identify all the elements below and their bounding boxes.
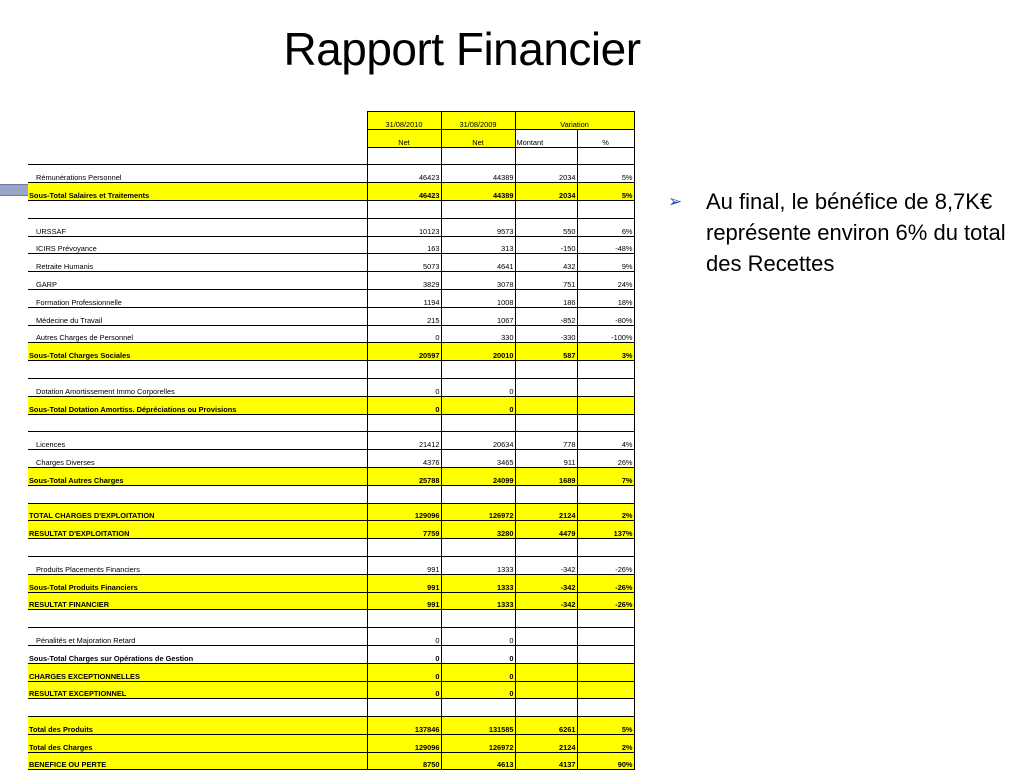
value-pct: 137% — [577, 521, 634, 539]
value-montant — [515, 610, 577, 628]
value-2009: 1333 — [441, 574, 515, 592]
value-2009: 0 — [441, 378, 515, 396]
row-label: Sous-Total Charges sur Opérations de Gestion — [28, 645, 367, 663]
row-label: Charges Diverses — [28, 450, 367, 468]
value-montant — [515, 699, 577, 717]
value-montant: 2034 — [515, 183, 577, 201]
row-label: TOTAL CHARGES D'EXPLOITATION — [28, 503, 367, 521]
value-2010 — [367, 361, 441, 379]
value-2010: 3829 — [367, 272, 441, 290]
value-pct: -26% — [577, 574, 634, 592]
value-pct: 2% — [577, 503, 634, 521]
value-pct: -26% — [577, 556, 634, 574]
value-2009 — [441, 414, 515, 432]
value-pct: 90% — [577, 752, 634, 770]
row-label: RESULTAT EXCEPTIONNEL — [28, 681, 367, 699]
value-2010: 21412 — [367, 432, 441, 450]
table-row — [28, 592, 634, 610]
value-pct — [577, 663, 634, 681]
value-montant: 6261 — [515, 717, 577, 735]
value-montant — [515, 361, 577, 379]
value-2010: 991 — [367, 574, 441, 592]
value-montant: 1689 — [515, 467, 577, 485]
table-row — [28, 752, 634, 770]
value-pct: 9% — [577, 254, 634, 272]
value-pct: 6% — [577, 218, 634, 236]
table-row — [28, 289, 634, 307]
value-2010: 4376 — [367, 450, 441, 468]
header-variation: Variation — [515, 112, 634, 130]
value-2009 — [441, 361, 515, 379]
value-2009: 1008 — [441, 289, 515, 307]
table-blank-row — [28, 610, 634, 628]
value-montant: 2124 — [515, 734, 577, 752]
value-montant — [515, 645, 577, 663]
table-row — [28, 254, 634, 272]
value-2010: 137846 — [367, 717, 441, 735]
value-2010: 7759 — [367, 521, 441, 539]
value-2010: 0 — [367, 628, 441, 646]
row-label: Licences — [28, 432, 367, 450]
value-pct — [577, 378, 634, 396]
value-2009: 3465 — [441, 450, 515, 468]
row-label: URSSAF — [28, 218, 367, 236]
row-label — [28, 539, 367, 557]
value-montant — [515, 200, 577, 218]
value-pct: 5% — [577, 717, 634, 735]
value-2010: 0 — [367, 645, 441, 663]
value-2009: 126972 — [441, 734, 515, 752]
value-pct: 24% — [577, 272, 634, 290]
value-2010: 163 — [367, 236, 441, 254]
table-row — [28, 574, 634, 592]
value-2010: 129096 — [367, 734, 441, 752]
table-row — [28, 236, 634, 254]
value-2010: 0 — [367, 681, 441, 699]
value-pct: -48% — [577, 236, 634, 254]
value-pct: -100% — [577, 325, 634, 343]
value-montant — [515, 628, 577, 646]
value-montant: -852 — [515, 307, 577, 325]
value-montant — [515, 681, 577, 699]
header-pct: % — [577, 129, 634, 147]
value-2009: 20010 — [441, 343, 515, 361]
value-montant: 432 — [515, 254, 577, 272]
table-row — [28, 521, 634, 539]
table-row — [28, 717, 634, 735]
table-blank-row — [28, 414, 634, 432]
table-blank-row — [28, 539, 634, 557]
table-row — [28, 218, 634, 236]
row-label: Sous-Total Dotation Amortiss. Dépréciations ou Provisions — [28, 396, 367, 414]
value-montant: 4479 — [515, 521, 577, 539]
header-date-2010: 31/08/2010 — [367, 112, 441, 130]
table-row — [28, 325, 634, 343]
value-2010 — [367, 414, 441, 432]
value-2010 — [367, 485, 441, 503]
table-row — [28, 396, 634, 414]
value-pct: 5% — [577, 165, 634, 183]
value-2010 — [367, 200, 441, 218]
value-pct: -80% — [577, 307, 634, 325]
table-row — [28, 503, 634, 521]
financial-report-table — [28, 111, 635, 770]
value-2010 — [367, 610, 441, 628]
row-label: CHARGES EXCEPTIONNELLES — [28, 663, 367, 681]
header-net-2009: Net — [441, 129, 515, 147]
value-pct: 18% — [577, 289, 634, 307]
value-montant: 550 — [515, 218, 577, 236]
value-2010: 0 — [367, 396, 441, 414]
value-2009: 313 — [441, 236, 515, 254]
row-label: Total des Charges — [28, 734, 367, 752]
value-montant: -150 — [515, 236, 577, 254]
table-row — [28, 165, 634, 183]
row-label — [28, 485, 367, 503]
value-2009: 1333 — [441, 556, 515, 574]
value-pct: 4% — [577, 432, 634, 450]
row-label: Formation Professionnelle — [28, 289, 367, 307]
value-2009: 3078 — [441, 272, 515, 290]
value-2009 — [441, 485, 515, 503]
value-2009: 9573 — [441, 218, 515, 236]
value-2010: 20597 — [367, 343, 441, 361]
header-montant: Montant — [515, 129, 577, 147]
value-2010: 10123 — [367, 218, 441, 236]
value-pct — [577, 628, 634, 646]
arrow-bullet-icon: ➢ — [668, 192, 683, 211]
table-blank-row — [28, 200, 634, 218]
value-2010: 1194 — [367, 289, 441, 307]
value-2009 — [441, 147, 515, 165]
value-montant: -342 — [515, 592, 577, 610]
row-label: ICIRS Prévoyance — [28, 236, 367, 254]
table-blank-row — [28, 485, 634, 503]
row-label: Sous-Total Autres Charges — [28, 467, 367, 485]
value-2010: 0 — [367, 378, 441, 396]
table-row — [28, 663, 634, 681]
row-label: Dotation Amortissement Immo Corporelles — [28, 378, 367, 396]
table-row — [28, 378, 634, 396]
value-pct — [577, 414, 634, 432]
value-montant: 2124 — [515, 503, 577, 521]
row-label: Total des Produits — [28, 717, 367, 735]
row-label — [28, 610, 367, 628]
value-2010: 215 — [367, 307, 441, 325]
table-row — [28, 628, 634, 646]
row-label — [28, 147, 367, 165]
row-label — [28, 200, 367, 218]
table-blank-row — [28, 699, 634, 717]
value-montant: 751 — [515, 272, 577, 290]
value-2010: 25788 — [367, 467, 441, 485]
value-2009: 44389 — [441, 165, 515, 183]
value-pct — [577, 681, 634, 699]
value-2010 — [367, 147, 441, 165]
value-2009: 44389 — [441, 183, 515, 201]
value-montant — [515, 663, 577, 681]
value-pct — [577, 699, 634, 717]
value-montant: 186 — [515, 289, 577, 307]
table-row — [28, 681, 634, 699]
row-label — [28, 361, 367, 379]
row-label: Sous-Total Produits Financiers — [28, 574, 367, 592]
row-label: Autres Charges de Personnel — [28, 325, 367, 343]
table-row — [28, 272, 634, 290]
value-montant: -342 — [515, 574, 577, 592]
summary-text: Au final, le bénéfice de 8,7K€ représente environ 6% du total des Recettes — [706, 189, 1006, 276]
value-2009: 1067 — [441, 307, 515, 325]
row-label: Rémunérations Personnel — [28, 165, 367, 183]
table-row — [28, 183, 634, 201]
row-label: Produits Placements Financiers — [28, 556, 367, 574]
value-2009 — [441, 610, 515, 628]
table-blank-row — [28, 361, 634, 379]
value-montant — [515, 396, 577, 414]
header-row-sub — [28, 129, 634, 147]
value-2009: 126972 — [441, 503, 515, 521]
value-pct — [577, 485, 634, 503]
table-row — [28, 645, 634, 663]
value-montant — [515, 539, 577, 557]
value-2009: 1333 — [441, 592, 515, 610]
value-pct: 7% — [577, 467, 634, 485]
slide-title: Rapport Financier — [283, 23, 641, 75]
value-2009: 24099 — [441, 467, 515, 485]
table-blank-row — [28, 147, 634, 165]
value-pct — [577, 361, 634, 379]
table-row — [28, 307, 634, 325]
value-pct: -26% — [577, 592, 634, 610]
value-2010 — [367, 699, 441, 717]
row-label — [28, 699, 367, 717]
row-label: GARP — [28, 272, 367, 290]
value-montant: -330 — [515, 325, 577, 343]
value-2009: 0 — [441, 681, 515, 699]
value-2009: 330 — [441, 325, 515, 343]
value-2009: 0 — [441, 628, 515, 646]
value-2009: 131585 — [441, 717, 515, 735]
table-row — [28, 467, 634, 485]
value-2010: 46423 — [367, 183, 441, 201]
header-row-dates — [28, 112, 634, 130]
row-label: Sous-Total Charges Sociales — [28, 343, 367, 361]
value-2009: 0 — [441, 645, 515, 663]
value-montant — [515, 485, 577, 503]
row-label: Médecine du Travail — [28, 307, 367, 325]
value-pct — [577, 396, 634, 414]
table-row — [28, 450, 634, 468]
value-pct — [577, 147, 634, 165]
value-pct — [577, 645, 634, 663]
value-montant — [515, 414, 577, 432]
row-label: Retraite Humanis — [28, 254, 367, 272]
value-montant: 778 — [515, 432, 577, 450]
value-montant: 587 — [515, 343, 577, 361]
value-2009 — [441, 699, 515, 717]
value-pct — [577, 539, 634, 557]
slide-accent-bar — [0, 184, 28, 196]
value-montant: 4137 — [515, 752, 577, 770]
value-montant: 2034 — [515, 165, 577, 183]
table-row — [28, 734, 634, 752]
row-label: RESULTAT FINANCIER — [28, 592, 367, 610]
value-2010: 0 — [367, 325, 441, 343]
value-2009: 4613 — [441, 752, 515, 770]
value-2010: 991 — [367, 592, 441, 610]
value-montant — [515, 147, 577, 165]
value-pct: 26% — [577, 450, 634, 468]
value-2009: 0 — [441, 663, 515, 681]
value-pct: 3% — [577, 343, 634, 361]
value-2010: 46423 — [367, 165, 441, 183]
row-label: RESULTAT D'EXPLOITATION — [28, 521, 367, 539]
value-montant: -342 — [515, 556, 577, 574]
value-2010: 0 — [367, 663, 441, 681]
value-2010: 8750 — [367, 752, 441, 770]
row-label: Pénalités et Majoration Retard — [28, 628, 367, 646]
value-2010: 991 — [367, 556, 441, 574]
value-2009: 0 — [441, 396, 515, 414]
value-2010 — [367, 539, 441, 557]
value-montant: 911 — [515, 450, 577, 468]
row-label: BENEFICE OU PERTE — [28, 752, 367, 770]
value-2010: 5073 — [367, 254, 441, 272]
value-2009 — [441, 200, 515, 218]
table-row — [28, 556, 634, 574]
value-2009: 20634 — [441, 432, 515, 450]
value-montant — [515, 378, 577, 396]
value-pct: 5% — [577, 183, 634, 201]
table-row — [28, 343, 634, 361]
header-date-2009: 31/08/2009 — [441, 112, 515, 130]
value-2010: 129096 — [367, 503, 441, 521]
header-net-2010: Net — [367, 129, 441, 147]
row-label — [28, 414, 367, 432]
value-pct — [577, 200, 634, 218]
value-pct — [577, 610, 634, 628]
value-2009 — [441, 539, 515, 557]
value-2009: 4641 — [441, 254, 515, 272]
summary-bullet — [668, 186, 1008, 279]
value-2009: 3280 — [441, 521, 515, 539]
row-label: Sous-Total Salaires et Traitements — [28, 183, 367, 201]
table-row — [28, 432, 634, 450]
value-pct: 2% — [577, 734, 634, 752]
